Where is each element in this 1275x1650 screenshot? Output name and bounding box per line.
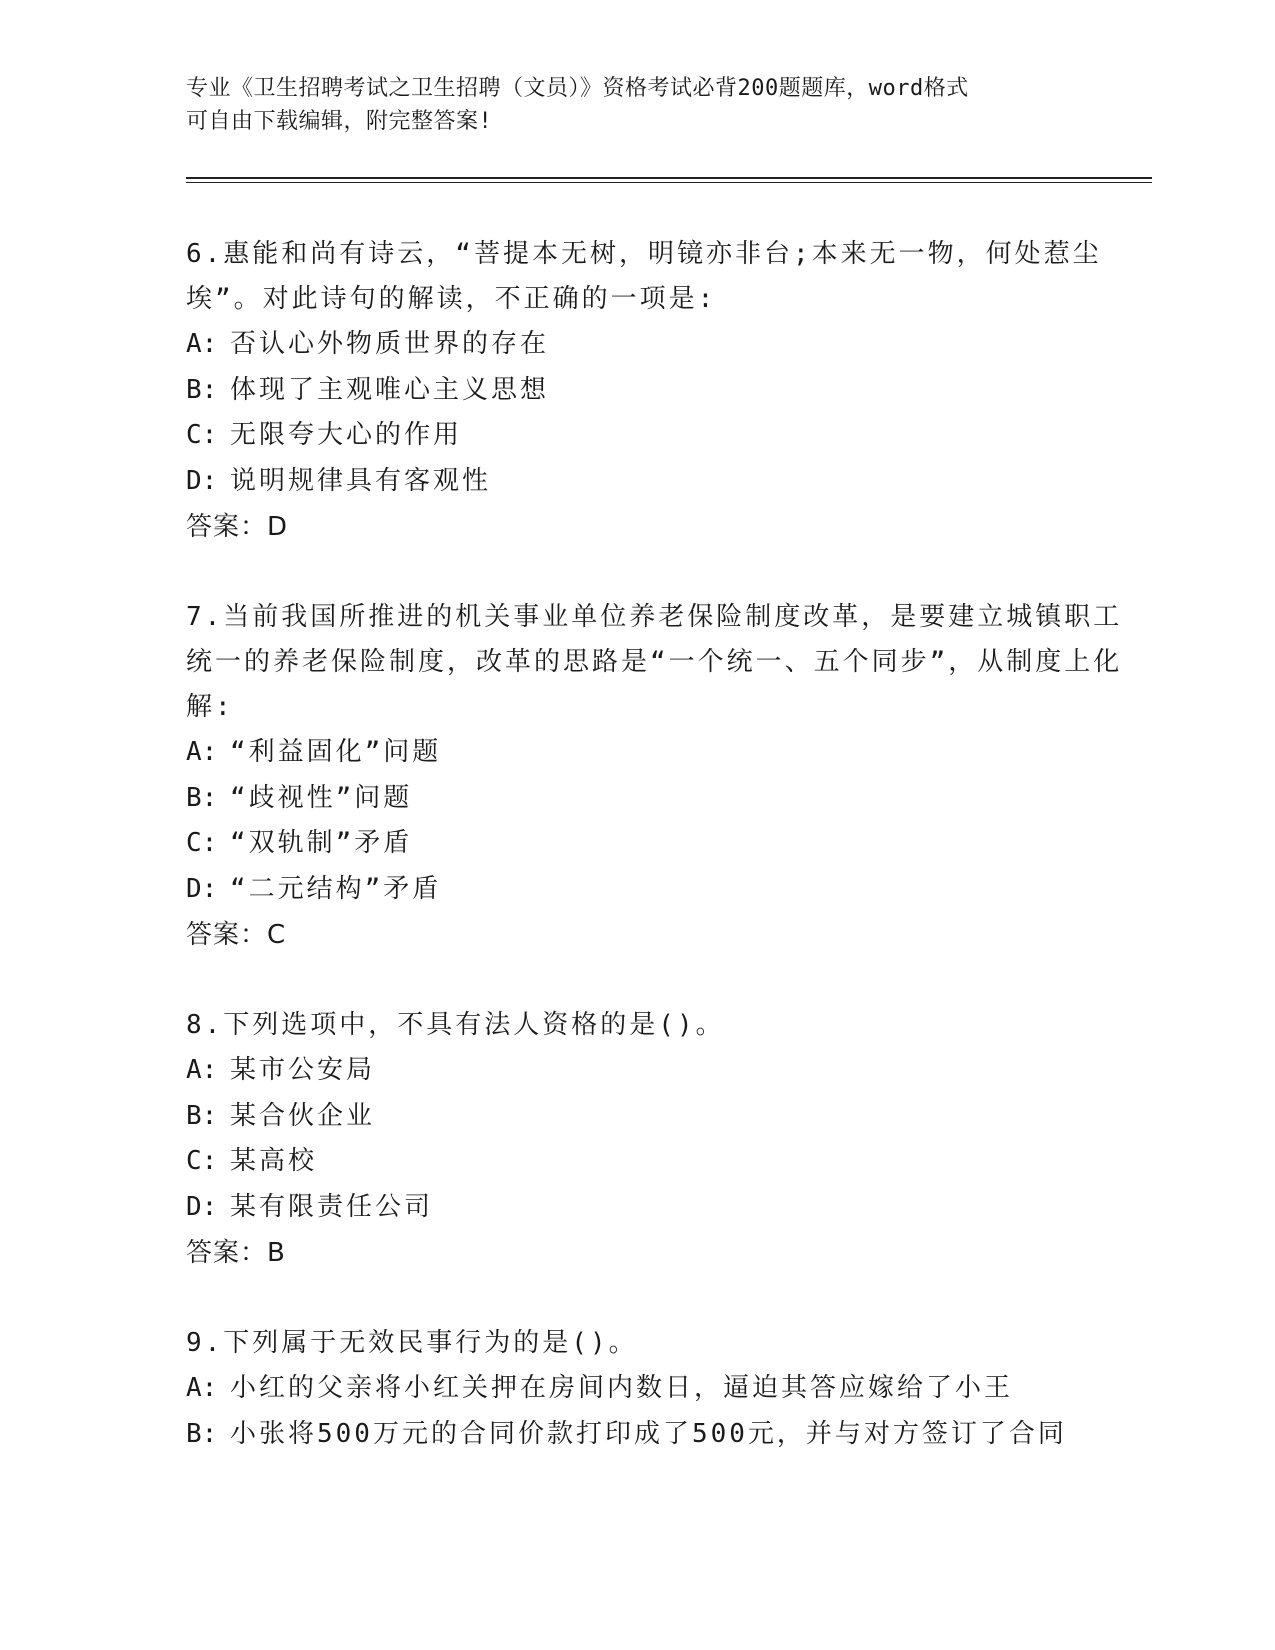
header-title-line-1: 专业《卫生招聘考试之卫生招聘（文员）》资格考试必背200题题库，word格式 xyxy=(186,76,969,101)
question-9 xyxy=(186,1321,1146,1457)
option-d xyxy=(186,459,1146,505)
option-letter: B: xyxy=(186,374,218,405)
option-a xyxy=(186,322,1146,368)
option-letter: A: xyxy=(186,1373,218,1403)
question-text: 7.当前我国所推进的机关事业单位养老保险制度改革，是要建立城镇职工统一的养老保险制度，改革的思路是“一个统一、五个同步”，从制度上化解: xyxy=(186,602,1123,722)
option-text: 某市公安局 xyxy=(230,1055,376,1085)
question-8 xyxy=(186,1003,1146,1276)
document-page xyxy=(186,0,1146,1650)
option-letter: D: xyxy=(186,1191,218,1222)
option-b xyxy=(186,1094,1146,1140)
document-header xyxy=(186,72,1086,138)
option-text: 体现了主观唯心主义思想 xyxy=(230,374,550,405)
option-b xyxy=(186,1412,1146,1458)
header-title-line-2: 可自由下载编辑，附完整答案! xyxy=(186,109,493,134)
option-b xyxy=(186,776,1146,822)
option-a xyxy=(186,1048,1146,1094)
option-letter: D: xyxy=(186,465,218,496)
option-letter: A: xyxy=(186,1055,218,1085)
option-b xyxy=(186,368,1146,414)
option-c xyxy=(186,821,1146,867)
option-text: 无限夸大心的作用 xyxy=(230,420,463,450)
option-text: “利益固化”问题 xyxy=(230,737,442,767)
option-text: 小张将500万元的合同价款打印成了500元，并与对方签订了合同 xyxy=(230,1418,1067,1449)
option-c xyxy=(186,413,1146,459)
option-d xyxy=(186,867,1146,913)
question-text: 9.下列属于无效民事行为的是()。 xyxy=(186,1328,638,1358)
option-letter: A: xyxy=(186,329,218,359)
question-6 xyxy=(186,232,1146,550)
option-a xyxy=(186,730,1146,776)
option-d xyxy=(186,1185,1146,1231)
option-letter: C: xyxy=(186,420,218,450)
option-letter: B: xyxy=(186,1418,218,1449)
option-a xyxy=(186,1366,1146,1412)
option-letter: A: xyxy=(186,737,218,767)
option-letter: B: xyxy=(186,1100,218,1131)
option-letter: D: xyxy=(186,873,218,904)
question-7 xyxy=(186,595,1146,958)
option-text: 某合伙企业 xyxy=(230,1100,376,1131)
option-text: “二元结构”矛盾 xyxy=(230,873,442,904)
option-text: 否认心外物质世界的存在 xyxy=(230,329,550,359)
answer-label: 答案：D xyxy=(186,512,289,542)
option-c xyxy=(186,1139,1146,1185)
option-text: 某高校 xyxy=(230,1146,318,1176)
option-text: 某有限责任公司 xyxy=(230,1191,434,1222)
option-letter: C: xyxy=(186,1146,218,1176)
answer-label: 答案：B xyxy=(186,1238,286,1268)
option-text: 说明规律具有客观性 xyxy=(230,465,492,496)
answer-label: 答案：C xyxy=(186,920,287,950)
option-text: 小红的父亲将小红关押在房间内数日，逼迫其答应嫁给了小王 xyxy=(230,1373,1014,1403)
question-text: 6.惠能和尚有诗云，“菩提本无树，明镜亦非台;本来无一物，何处惹尘埃”。对此诗句的解读，不正确的一项是: xyxy=(186,239,1102,314)
question-text: 8.下列选项中，不具有法人资格的是()。 xyxy=(186,1010,725,1040)
option-letter: C: xyxy=(186,828,218,858)
option-letter: B: xyxy=(186,782,218,813)
option-text: “双轨制”矛盾 xyxy=(230,828,413,858)
header-divider xyxy=(186,177,1152,183)
question-list xyxy=(186,232,1146,1502)
option-text: “歧视性”问题 xyxy=(230,782,413,813)
